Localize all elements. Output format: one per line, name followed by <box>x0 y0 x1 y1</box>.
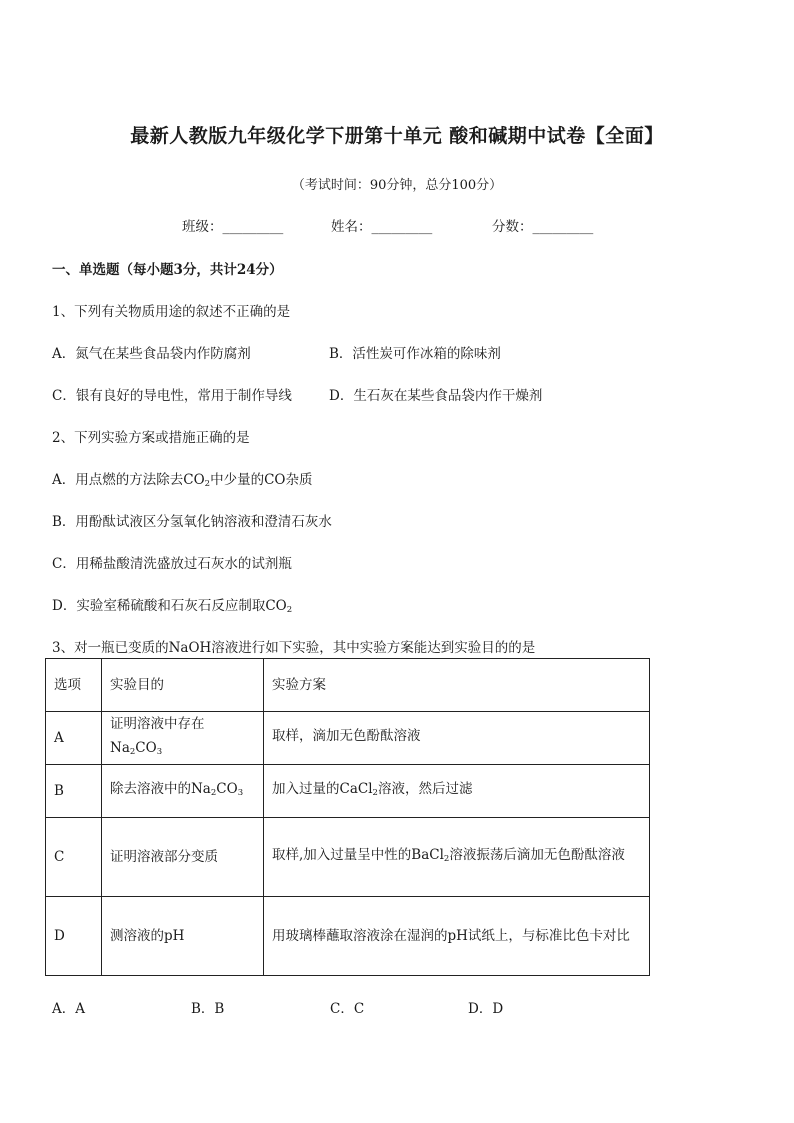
table-cell-goal: 证明溶液部分变质 <box>102 818 264 897</box>
question-2-option-d: D．实验室稀硫酸和石灰石反应制取$CO_2$ <box>52 598 293 615</box>
table-cell-option: D <box>46 897 102 976</box>
question-3-option-a: A．A <box>52 1001 85 1017</box>
page-title: 最新人教版九年级化学下册第十单元 酸和碱期中试卷【全面】 <box>130 125 664 147</box>
name-field: 姓名：_________ <box>331 219 433 235</box>
table-header-option: 选项 <box>46 659 102 712</box>
experiment-table <box>45 658 650 976</box>
table-row <box>46 765 650 818</box>
question-3-option-c: C．C <box>330 1001 365 1017</box>
table-row <box>46 818 650 897</box>
section-heading: 一、单选题（每小题3分，共计24分） <box>52 262 283 278</box>
table-cell-option: B <box>46 765 102 818</box>
score-field: 分数：_________ <box>492 219 594 235</box>
question-3-stem: 3、对一瓶已变质的NaOH溶液进行如下实验，其中实验方案能达到实验目的的是 <box>52 640 536 656</box>
table-cell-goal: 测溶液的pH <box>102 897 264 976</box>
table-row <box>46 897 650 976</box>
table-cell-plan: 用玻璃棒蘸取溶液涂在湿润的pH试纸上，与标准比色卡对比 <box>264 897 650 976</box>
table-header-row <box>46 659 650 712</box>
table-row <box>46 712 650 765</box>
question-2-stem: 2、下列实验方案或措施正确的是 <box>52 430 250 446</box>
question-3-option-d: D．D <box>468 1001 504 1017</box>
table-header-plan: 实验方案 <box>264 659 650 712</box>
question-1-option-c: C．银有良好的导电性，常用于制作导线 <box>52 388 292 404</box>
question-2-option-a: A．用点燃的方法除去$CO_2$中少量的CO杂质 <box>52 472 313 489</box>
question-1-stem: 1、下列有关物质用途的叙述不正确的是 <box>52 304 291 320</box>
question-1-option-d: D．生石灰在某些食品袋内作干燥剂 <box>329 388 543 404</box>
table-cell-plan: 取样,加入过量呈中性的BaCl$_2$溶液振荡后滴加无色酚酞溶液 <box>264 818 650 897</box>
question-3-option-b: B．B <box>191 1001 225 1017</box>
class-field: 班级：_________ <box>182 219 284 235</box>
table-cell-option: C <box>46 818 102 897</box>
question-1-option-b: B．活性炭可作冰箱的除味剂 <box>329 346 501 362</box>
question-1-option-a: A．氮气在某些食品袋内作防腐剂 <box>52 346 251 362</box>
table-cell-goal: 证明溶液中存在$Na_2CO_3$ <box>102 712 264 765</box>
table-cell-plan: 加入过量的CaCl$_2$溶液，然后过滤 <box>264 765 650 818</box>
table-cell-option: A <box>46 712 102 765</box>
table-cell-goal: 除去溶液中的$Na_2CO_3$ <box>102 765 264 818</box>
table-cell-plan: 取样，滴加无色酚酞溶液 <box>264 712 650 765</box>
exam-info: （考试时间：90分钟，总分100分） <box>291 178 503 193</box>
question-2-option-c: C．用稀盐酸清洗盛放过石灰水的试剂瓶 <box>52 556 292 572</box>
question-2-option-b: B．用酚酞试液区分氢氧化钠溶液和澄清石灰水 <box>52 514 332 530</box>
table-header-goal: 实验目的 <box>102 659 264 712</box>
